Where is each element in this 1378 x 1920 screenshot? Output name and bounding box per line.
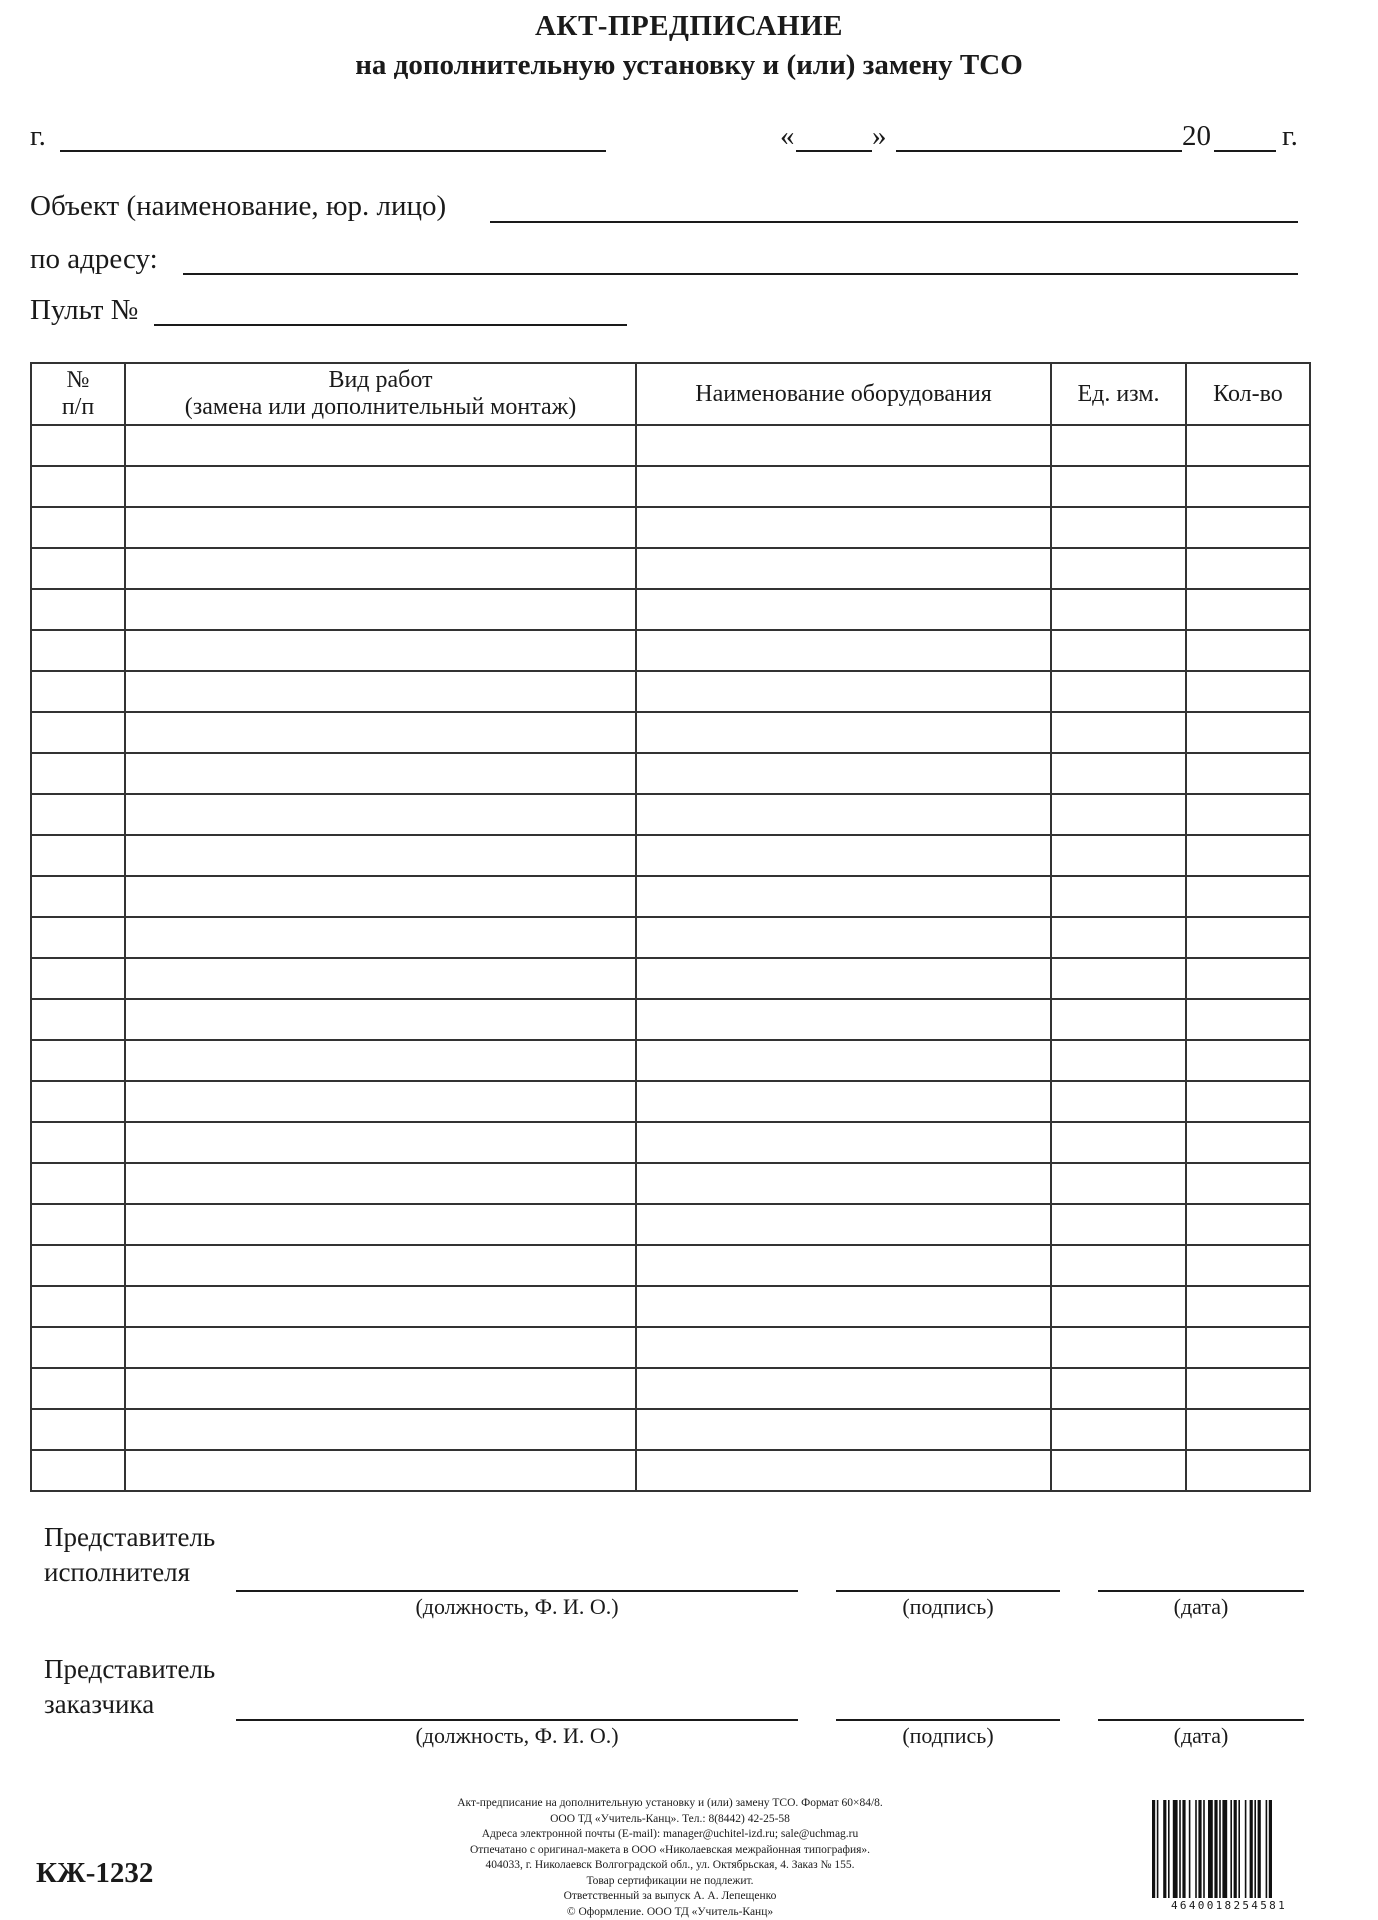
executor-date-field[interactable]: [1098, 1590, 1304, 1592]
table-cell[interactable]: [636, 1286, 1051, 1327]
table-cell[interactable]: [31, 794, 125, 835]
table-cell[interactable]: [31, 425, 125, 466]
date-close-quote: »: [872, 120, 887, 152]
barcode-bar: [1266, 1800, 1268, 1898]
table-row: [31, 548, 1310, 589]
table-cell[interactable]: [31, 876, 125, 917]
imprint-line-3: Адреса электронной почты (E-mail): manager@uchitel-izd.ru; sale@uchmag.ru: [481, 1828, 859, 1840]
table-cell[interactable]: [125, 589, 636, 630]
table-cell[interactable]: [1186, 999, 1310, 1040]
table-cell[interactable]: [31, 712, 125, 753]
table-cell[interactable]: [1051, 671, 1186, 712]
customer-position-field[interactable]: [236, 1719, 798, 1721]
table-cell[interactable]: [1051, 466, 1186, 507]
barcode-bar: [1254, 1800, 1256, 1898]
barcode-bar: [1168, 1800, 1170, 1898]
table-cell[interactable]: [636, 1245, 1051, 1286]
table-cell[interactable]: [1186, 589, 1310, 630]
table-cell[interactable]: [31, 1122, 125, 1163]
col-header-work-type-line2: (замена или дополнительный монтаж): [184, 394, 577, 420]
table-cell[interactable]: [31, 1450, 125, 1491]
table-cell[interactable]: [636, 753, 1051, 794]
table-cell[interactable]: [31, 835, 125, 876]
table-cell[interactable]: [125, 630, 636, 671]
table-cell[interactable]: [125, 999, 636, 1040]
table-cell[interactable]: [125, 507, 636, 548]
city-field[interactable]: [60, 150, 606, 152]
barcode-bar: [1238, 1800, 1240, 1898]
table-cell[interactable]: [31, 753, 125, 794]
table-cell[interactable]: [1051, 958, 1186, 999]
col-header-equipment: [636, 363, 1051, 425]
table-cell[interactable]: [636, 1122, 1051, 1163]
table-cell[interactable]: [125, 425, 636, 466]
table-cell[interactable]: [636, 1040, 1051, 1081]
col-header-work-type: [125, 363, 636, 425]
table-cell[interactable]: [1051, 1368, 1186, 1409]
address-label: по адресу:: [30, 243, 158, 275]
table-row: [31, 794, 1310, 835]
table-cell[interactable]: [1186, 671, 1310, 712]
day-field[interactable]: [796, 150, 872, 152]
barcode-bar: [1269, 1800, 1272, 1898]
table-cell[interactable]: [636, 1204, 1051, 1245]
table-cell[interactable]: [1186, 1368, 1310, 1409]
executor-signature-field[interactable]: [836, 1590, 1060, 1592]
table-cell[interactable]: [636, 1163, 1051, 1204]
table-row: [31, 999, 1310, 1040]
table-cell[interactable]: [636, 1450, 1051, 1491]
table-row: [31, 630, 1310, 671]
year-suffix: г.: [1282, 120, 1298, 152]
table-cell[interactable]: [31, 630, 125, 671]
barcode-bar: [1152, 1800, 1155, 1898]
table-cell[interactable]: [636, 425, 1051, 466]
table-cell[interactable]: [1186, 425, 1310, 466]
col-header-equipment-text: Наименование оборудования: [695, 380, 992, 407]
table-row: [31, 425, 1310, 466]
form-subtitle: на дополнительную установку и (или) замену ТСО: [355, 49, 1023, 81]
table-cell[interactable]: [636, 1409, 1051, 1450]
table-cell[interactable]: [31, 999, 125, 1040]
table-cell[interactable]: [636, 671, 1051, 712]
table-cell[interactable]: [1186, 917, 1310, 958]
table-row: [31, 835, 1310, 876]
table-row: [31, 917, 1310, 958]
table-cell[interactable]: [125, 671, 636, 712]
table-cell[interactable]: [1051, 1286, 1186, 1327]
table-cell[interactable]: [1051, 1245, 1186, 1286]
year-prefix: 20: [1182, 120, 1211, 152]
table-cell[interactable]: [31, 1409, 125, 1450]
table-cell[interactable]: [636, 712, 1051, 753]
table-cell[interactable]: [1051, 548, 1186, 589]
customer-date-field[interactable]: [1098, 1719, 1304, 1721]
executor-label-line1: Представитель: [44, 1522, 216, 1552]
table-cell[interactable]: [1186, 1327, 1310, 1368]
executor-position-caption: (должность, Ф. И. О.): [415, 1594, 619, 1619]
barcode-bar: [1245, 1800, 1247, 1898]
executor-position-field[interactable]: [236, 1590, 798, 1592]
table-cell[interactable]: [1186, 835, 1310, 876]
table-cell[interactable]: [31, 507, 125, 548]
table-row: [31, 876, 1310, 917]
table-cell[interactable]: [1186, 1040, 1310, 1081]
table-cell[interactable]: [1186, 548, 1310, 589]
imprint-line-5: 404033, г. Николаевск Волгоградской обл., ул. Октябрьская, 4. Заказ № 155.: [485, 1859, 855, 1871]
barcode-bar: [1195, 1800, 1197, 1898]
table-cell[interactable]: [636, 917, 1051, 958]
barcode-bar: [1230, 1800, 1232, 1898]
table-cell[interactable]: [125, 548, 636, 589]
col-header-number: [31, 363, 125, 425]
table-body: [31, 425, 1310, 1491]
table-row: [31, 1327, 1310, 1368]
table-cell[interactable]: [31, 1163, 125, 1204]
table-cell[interactable]: [31, 1245, 125, 1286]
table-header-row: [31, 363, 1310, 425]
table-cell[interactable]: [636, 589, 1051, 630]
table-cell[interactable]: [125, 466, 636, 507]
table-row: [31, 1368, 1310, 1409]
table-cell[interactable]: [125, 958, 636, 999]
customer-label: [44, 1652, 215, 1722]
barcode-bar: [1214, 1800, 1217, 1898]
table-row: [31, 753, 1310, 794]
barcode-bar: [1219, 1800, 1221, 1898]
barcode-bar: [1163, 1800, 1166, 1898]
imprint-line-4: Отпечатано с оригинал-макета в ООО «Николаевская межрайонная типография».: [469, 1843, 871, 1856]
table-cell[interactable]: [636, 1368, 1051, 1409]
barcode-bar: [1157, 1800, 1159, 1898]
barcode-bar: [1258, 1800, 1261, 1898]
barcode-bar: [1234, 1800, 1237, 1898]
table-cell[interactable]: [1186, 1245, 1310, 1286]
table-row: [31, 1081, 1310, 1122]
table-cell[interactable]: [1186, 1081, 1310, 1122]
table-row: [31, 1163, 1310, 1204]
table-cell[interactable]: [31, 589, 125, 630]
barcode-bar: [1208, 1800, 1213, 1898]
barcode-bar: [1189, 1800, 1191, 1898]
table-cell[interactable]: [31, 1081, 125, 1122]
table-cell[interactable]: [636, 630, 1051, 671]
table-cell[interactable]: [125, 917, 636, 958]
table-cell[interactable]: [125, 1245, 636, 1286]
table-cell[interactable]: [1051, 1327, 1186, 1368]
table-cell[interactable]: [636, 876, 1051, 917]
table-cell[interactable]: [1051, 794, 1186, 835]
table-cell[interactable]: [125, 1286, 636, 1327]
table-cell[interactable]: [125, 1204, 636, 1245]
table-cell[interactable]: [31, 917, 125, 958]
barcode-bar: [1203, 1800, 1205, 1898]
table-cell[interactable]: [636, 466, 1051, 507]
table-cell[interactable]: [31, 548, 125, 589]
form-code: КЖ-1232: [36, 1857, 154, 1889]
table-cell[interactable]: [31, 466, 125, 507]
table-cell[interactable]: [125, 1081, 636, 1122]
customer-signature-field[interactable]: [836, 1719, 1060, 1721]
table-row: [31, 466, 1310, 507]
table-cell[interactable]: [636, 794, 1051, 835]
table-cell[interactable]: [125, 1327, 636, 1368]
col-header-work-type-line1: Вид работ: [328, 367, 433, 393]
table-row: [31, 1040, 1310, 1081]
table-cell[interactable]: [125, 1040, 636, 1081]
form-title: АКТ-ПРЕДПИСАНИЕ: [534, 10, 844, 42]
table-cell[interactable]: [1051, 630, 1186, 671]
barcode-number: 4640018254581: [1171, 1899, 1287, 1912]
table-cell[interactable]: [1051, 876, 1186, 917]
table-cell[interactable]: [125, 1409, 636, 1450]
col-header-quantity: [1186, 363, 1310, 425]
table-cell[interactable]: [1051, 835, 1186, 876]
month-field[interactable]: [896, 150, 1182, 152]
table-cell[interactable]: [31, 1040, 125, 1081]
table-cell[interactable]: [636, 548, 1051, 589]
table-row: [31, 1204, 1310, 1245]
table-row: [31, 1122, 1310, 1163]
table-cell[interactable]: [1051, 1081, 1186, 1122]
table-cell[interactable]: [125, 1122, 636, 1163]
address-field[interactable]: [183, 273, 1298, 275]
table-cell[interactable]: [125, 1368, 636, 1409]
table-cell[interactable]: [1186, 1204, 1310, 1245]
table-cell[interactable]: [636, 835, 1051, 876]
table-cell[interactable]: [1186, 1409, 1310, 1450]
customer-position-caption: (должность, Ф. И. О.): [415, 1723, 619, 1748]
barcode-graphic: [1150, 1800, 1308, 1904]
imprint-line-1: Акт-предписание на дополнительную установку и (или) замену ТСО. Формат 60×84/8.: [457, 1797, 883, 1809]
table-cell[interactable]: [1051, 1450, 1186, 1491]
col-header-quantity-text: Кол-во: [1213, 380, 1283, 407]
table-row: [31, 589, 1310, 630]
works-table: [30, 362, 1311, 1492]
table-cell[interactable]: [1186, 1122, 1310, 1163]
imprint-block: [400, 1796, 940, 1920]
table-cell[interactable]: [1051, 917, 1186, 958]
executor-label: [44, 1520, 215, 1590]
table-cell[interactable]: [31, 1327, 125, 1368]
barcode-bar: [1222, 1800, 1227, 1898]
table-cell[interactable]: [1186, 712, 1310, 753]
table-cell[interactable]: [1186, 794, 1310, 835]
table-cell[interactable]: [1051, 1409, 1186, 1450]
barcode-bar: [1198, 1800, 1201, 1898]
table-cell[interactable]: [1186, 876, 1310, 917]
table-cell[interactable]: [1186, 466, 1310, 507]
imprint-line-2: ООО ТД «Учитель-Канц». Тел.: 8(8442) 42-25-58: [550, 1812, 790, 1825]
col-header-unit-text: Ед. изм.: [1077, 380, 1160, 407]
table-row: [31, 1245, 1310, 1286]
executor-label-line2: исполнителя: [44, 1557, 191, 1587]
barcode-bar: [1182, 1800, 1185, 1898]
table-cell[interactable]: [31, 1368, 125, 1409]
table-row: [31, 671, 1310, 712]
table-cell[interactable]: [636, 1327, 1051, 1368]
col-header-number-line2: п/п: [61, 394, 95, 420]
col-header-unit: [1051, 363, 1186, 425]
date-open-quote: «: [780, 120, 795, 152]
table-cell[interactable]: [1186, 753, 1310, 794]
barcode-bar: [1173, 1800, 1178, 1898]
executor-date-caption: (дата): [1173, 1594, 1229, 1619]
table-cell[interactable]: [1051, 1122, 1186, 1163]
console-label: Пульт №: [30, 294, 139, 326]
table-cell[interactable]: [1186, 1286, 1310, 1327]
object-field[interactable]: [490, 221, 1298, 223]
console-field[interactable]: [154, 324, 627, 326]
customer-signature-caption: (подпись): [902, 1723, 994, 1748]
table-cell[interactable]: [125, 876, 636, 917]
imprint-line-7: Ответственный за выпуск А. А. Лепещенко: [563, 1890, 777, 1902]
table-cell[interactable]: [125, 1163, 636, 1204]
table-cell[interactable]: [1186, 1163, 1310, 1204]
table-cell[interactable]: [1051, 753, 1186, 794]
table-cell[interactable]: [1051, 589, 1186, 630]
table-cell[interactable]: [125, 712, 636, 753]
table-cell[interactable]: [125, 753, 636, 794]
table-cell[interactable]: [125, 794, 636, 835]
executor-signature-caption: (подпись): [902, 1594, 994, 1619]
table-cell[interactable]: [1051, 425, 1186, 466]
city-label: г.: [30, 120, 46, 152]
imprint-line-8: © Оформление. ООО ТД «Учитель-Канц»: [566, 1905, 774, 1918]
table-cell[interactable]: [31, 1286, 125, 1327]
customer-label-line1: Представитель: [44, 1654, 216, 1684]
customer-date-caption: (дата): [1173, 1723, 1229, 1748]
table-cell[interactable]: [31, 1204, 125, 1245]
table-row: [31, 1409, 1310, 1450]
table-cell[interactable]: [1051, 1204, 1186, 1245]
table-cell[interactable]: [31, 958, 125, 999]
table-cell[interactable]: [1186, 958, 1310, 999]
table-cell[interactable]: [125, 1450, 636, 1491]
table-row: [31, 958, 1310, 999]
table-cell[interactable]: [125, 835, 636, 876]
table-cell[interactable]: [1051, 712, 1186, 753]
table-cell[interactable]: [636, 958, 1051, 999]
table-cell[interactable]: [1051, 999, 1186, 1040]
table-cell[interactable]: [636, 1081, 1051, 1122]
table-cell[interactable]: [1051, 1040, 1186, 1081]
table-cell[interactable]: [636, 507, 1051, 548]
barcode-bar: [1179, 1800, 1181, 1898]
customer-label-line2: заказчика: [44, 1689, 155, 1719]
table-row: [31, 1286, 1310, 1327]
col-header-number-line1: №: [66, 367, 90, 393]
table-cell[interactable]: [636, 999, 1051, 1040]
table-row: [31, 712, 1310, 753]
table-cell[interactable]: [1186, 1450, 1310, 1491]
imprint-line-6: Товар сертификации не подлежит.: [586, 1874, 754, 1887]
table-cell[interactable]: [31, 671, 125, 712]
table-row: [31, 507, 1310, 548]
table-row: [31, 1450, 1310, 1491]
table-cell[interactable]: [1186, 507, 1310, 548]
table-cell[interactable]: [1051, 507, 1186, 548]
object-label: Объект (наименование, юр. лицо): [30, 190, 447, 222]
barcode-bar: [1250, 1800, 1253, 1898]
year-field[interactable]: [1214, 150, 1276, 152]
table-cell[interactable]: [1051, 1163, 1186, 1204]
table-cell[interactable]: [1186, 630, 1310, 671]
